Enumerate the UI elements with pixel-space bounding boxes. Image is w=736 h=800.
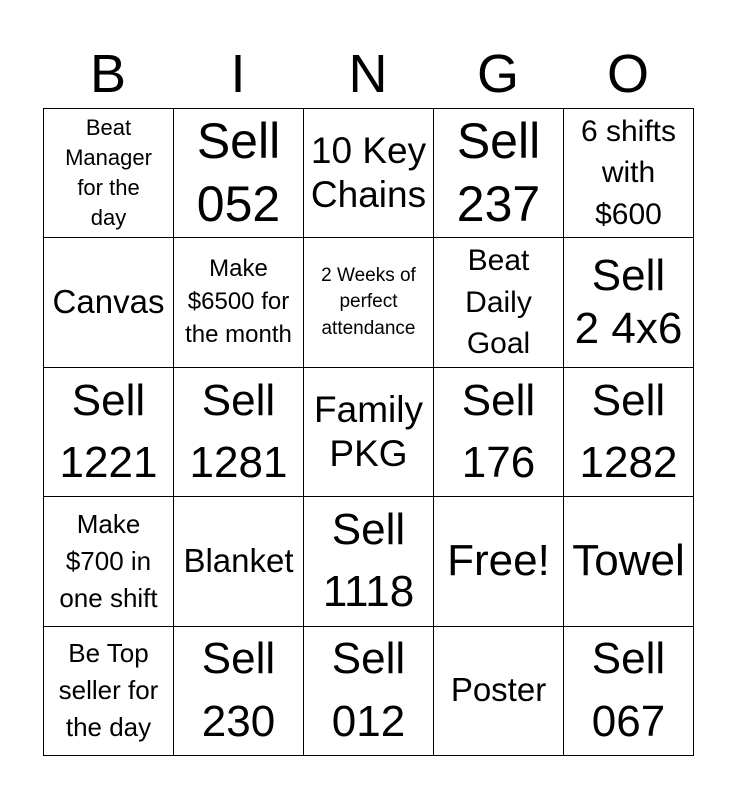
header-letter-i: I xyxy=(230,44,246,104)
bingo-cell-r1-c4[interactable]: Sell 2 4x6 xyxy=(564,238,694,367)
header-letter-b: B xyxy=(89,44,127,104)
bingo-cell-r4-c4[interactable]: Sell 067 xyxy=(564,627,694,756)
header-letter-o: O xyxy=(606,44,649,104)
bingo-cell-r4-c2[interactable]: Sell 012 xyxy=(304,627,434,756)
bingo-cell-r2-c1[interactable]: Sell 1281 xyxy=(174,368,304,497)
bingo-cell-r3-c3[interactable]: Free! xyxy=(434,497,564,626)
bingo-cell-r1-c2[interactable]: 2 Weeks of perfect attendance xyxy=(304,238,434,367)
bingo-board xyxy=(43,108,694,756)
bingo-cell-r2-c2[interactable]: Family PKG xyxy=(304,368,434,497)
bingo-cell-r1-c3[interactable]: Beat Daily Goal xyxy=(434,238,564,367)
bingo-cell-r3-c4[interactable]: Towel xyxy=(564,497,694,626)
bingo-cell-r0-c4[interactable]: 6 shifts with $600 xyxy=(564,109,694,238)
bingo-cell-r0-c2[interactable]: 10 Key Chains xyxy=(304,109,434,238)
bingo-cell-r3-c0[interactable]: Make $700 in one shift xyxy=(44,497,174,626)
header-letter-g: G xyxy=(476,44,519,104)
bingo-cell-r4-c0[interactable]: Be Top seller for the day xyxy=(44,627,174,756)
bingo-cell-r0-c1[interactable]: Sell 052 xyxy=(174,109,304,238)
bingo-cell-r1-c1[interactable]: Make $6500 for the month xyxy=(174,238,304,367)
bingo-cell-r2-c0[interactable]: Sell 1221 xyxy=(44,368,174,497)
bingo-cell-r3-c1[interactable]: Blanket xyxy=(174,497,304,626)
header-letter-n: N xyxy=(348,44,388,104)
bingo-cell-r2-c4[interactable]: Sell 1282 xyxy=(564,368,694,497)
bingo-cell-r0-c0[interactable]: Beat Manager for the day xyxy=(44,109,174,238)
bingo-cell-r1-c0[interactable]: Canvas xyxy=(44,238,174,367)
bingo-header xyxy=(43,40,693,108)
bingo-cell-r3-c2[interactable]: Sell 1118 xyxy=(304,497,434,626)
bingo-cell-r4-c3[interactable]: Poster xyxy=(434,627,564,756)
bingo-cell-r0-c3[interactable]: Sell 237 xyxy=(434,109,564,238)
bingo-cell-r4-c1[interactable]: Sell 230 xyxy=(174,627,304,756)
bingo-cell-r2-c3[interactable]: Sell 176 xyxy=(434,368,564,497)
